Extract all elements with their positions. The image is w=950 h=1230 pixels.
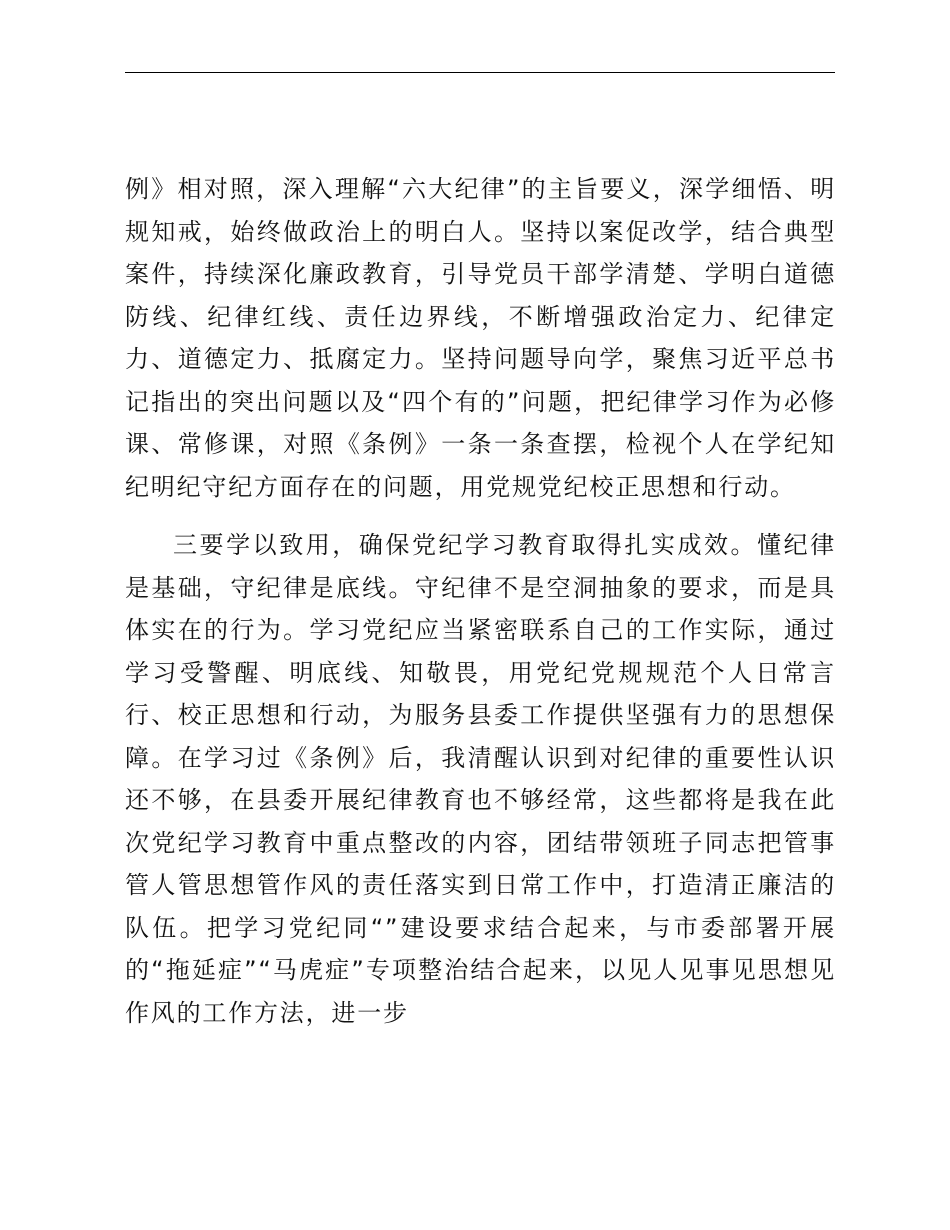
paragraph-gap: [125, 508, 836, 524]
header-rule: [125, 72, 835, 73]
document-body: [125, 168, 836, 1034]
paragraph-continued: 例》相对照，深入理解“六大纪律”的主旨要义，深学细悟、明规知戒，始终做政治上的明白人。坚持以案促改学，结合典型案件，持续深化廉政教育，引导党员干部学清楚、学明白道德防线、纪律红线、责任边界线，不断增强政治定力、纪律定力、道德定力、抵腐定力。坚持问题导向学，聚焦习近平总书记指出的突出问题以及“四个有的”问题，把纪律学习作为必修课、常修课，对照《条例》一条一条查摆，检视个人在学纪知纪明纪守纪方面存在的问题，用党规党纪校正思想和行动。: [125, 175, 836, 501]
paragraph-three: 三要学以致用，确保党纪学习教育取得扎实成效。懂纪律是基础，守纪律是底线。守纪律不是空洞抽象的要求，而是具体实在的行为。学习党纪应当紧密联系自己的工作实际，通过学习受警醒、明底线、知敬畏，用党纪党规规范个人日常言行、校正思想和行动，为服务县委工作提供坚强有力的思想保障。在学习过《条例》后，我清醒认识到对纪律的重要性认识还不够，在县委开展纪律教育也不够经常，这些都将是我在此次党纪学习教育中重点整改的内容，团结带领班子同志把管事管人管思想管作风的责任落实到日常工作中，打造清正廉洁的队伍。把学习党纪同“”建设要求结合起来，与市委部署开展的“拖延症”“马虎症”专项整治结合起来，以见人见事见思想见作风的工作方法，进一步: [125, 531, 836, 1027]
